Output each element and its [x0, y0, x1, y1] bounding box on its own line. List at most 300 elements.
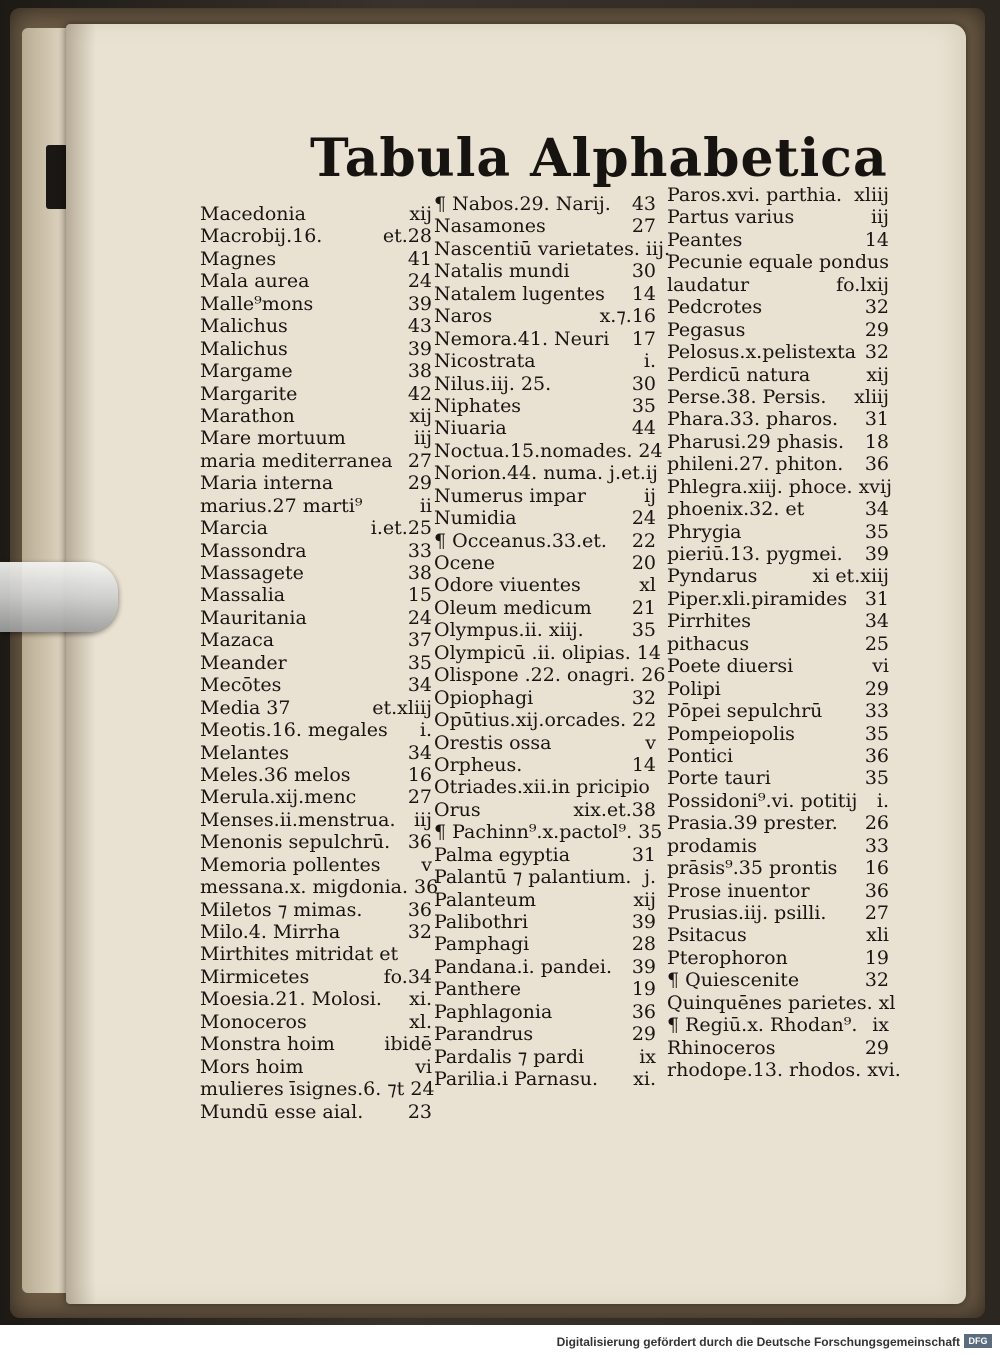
- index-entry: [200, 562, 432, 584]
- entry-term: Polipi: [667, 677, 721, 700]
- index-entry: [200, 405, 432, 427]
- index-entry: [434, 1023, 656, 1045]
- index-entry: [200, 764, 432, 786]
- entry-term: Pandana.i. pandei.: [434, 955, 612, 978]
- entry-reference: 36: [864, 879, 889, 902]
- entry-reference: 19: [864, 946, 889, 969]
- entry-term: Mecōtes: [200, 674, 282, 697]
- index-entry: [434, 911, 656, 933]
- entry-reference: 39: [407, 292, 432, 315]
- entry-term: Pontici: [667, 744, 734, 767]
- index-entry: [667, 229, 889, 251]
- entry-reference: ix: [639, 1045, 656, 1068]
- entry-term: Memoria pollentes: [200, 853, 381, 876]
- entry-reference: 14: [636, 641, 661, 664]
- entry-term: Pterophoron: [667, 946, 788, 969]
- entry-term: Prasia.39 prester.: [667, 812, 838, 835]
- index-entry: [200, 943, 432, 965]
- entry-reference: i.: [419, 719, 432, 742]
- index-entry: [200, 786, 432, 808]
- index-entry: [667, 947, 889, 969]
- entry-term: pithacus: [667, 632, 750, 655]
- entry-term: Oleum medicum: [434, 596, 592, 619]
- entry-reference: xij: [633, 888, 656, 911]
- index-entry: [434, 462, 656, 484]
- entry-term: prodamis: [667, 834, 758, 857]
- index-column-1: [200, 203, 439, 1123]
- entry-reference: j.et.ij: [609, 462, 658, 485]
- index-entry: [434, 305, 656, 327]
- entry-term: Media 37: [200, 696, 291, 719]
- entry-term: Orestis ossa: [434, 731, 552, 754]
- index-entry: [200, 540, 432, 562]
- index-entry: [667, 565, 889, 587]
- entry-term: Melantes: [200, 741, 289, 764]
- entry-term: Monstra hoim: [200, 1033, 335, 1056]
- index-entry: [434, 215, 656, 237]
- entry-reference: 18: [864, 430, 889, 453]
- entry-reference: xij: [866, 363, 889, 386]
- entry-reference: 39: [407, 337, 432, 360]
- entry-term: Pharusi.29 phasis.: [667, 430, 845, 453]
- entry-term: Prose inuentor: [667, 879, 810, 902]
- entry-term: ¶ Quiescenite: [667, 969, 800, 992]
- entry-reference: 19: [631, 978, 656, 1001]
- entry-reference: 35: [864, 767, 889, 790]
- entry-reference: 36: [407, 898, 432, 921]
- index-entry: [200, 652, 432, 674]
- entry-reference: 35: [864, 722, 889, 745]
- entry-term: Malle⁹mons: [200, 292, 314, 315]
- entry-term: Pardalis ⁊ pardi: [434, 1045, 585, 1068]
- index-entry: [434, 350, 656, 372]
- entry-reference: vi: [872, 655, 889, 678]
- entry-term: ¶ Occeanus.33.et.: [434, 529, 607, 552]
- entry-term: Opiophagi: [434, 686, 534, 709]
- entry-term: Ocene: [434, 552, 495, 574]
- entry-reference: 32: [864, 296, 889, 319]
- entry-term: Meles.36 melos: [200, 763, 351, 786]
- entry-term: Menses.ii.menstrua.: [200, 808, 396, 831]
- entry-term: Malichus: [200, 337, 288, 360]
- index-entry: [434, 485, 656, 507]
- index-entry: [200, 293, 432, 315]
- index-entry: [667, 1059, 901, 1082]
- entry-reference: 43: [407, 315, 432, 338]
- entry-term: Panthere: [434, 978, 521, 1001]
- index-entry: [434, 687, 656, 709]
- index-entry: [667, 723, 889, 745]
- index-column-2: [434, 193, 671, 1091]
- entry-reference: ii: [419, 494, 432, 517]
- index-entry: [434, 754, 656, 776]
- index-entry: [667, 184, 889, 206]
- entry-reference: 32: [407, 921, 432, 943]
- entry-term: Natalem lugentes: [434, 282, 605, 305]
- entry-reference: 39: [864, 543, 889, 565]
- entry-term: Meander: [200, 651, 287, 674]
- entry-term: Malichus: [200, 315, 288, 338]
- index-entry: [200, 338, 432, 360]
- entry-term: maria mediterranea: [200, 449, 393, 472]
- index-entry: [667, 453, 889, 475]
- entry-reference: [650, 776, 656, 798]
- entry-term: laudatur: [667, 273, 750, 296]
- entry-term: Palma egyptia: [434, 843, 571, 866]
- entry-term: Poete diuersi: [667, 655, 794, 678]
- entry-reference: 33: [864, 834, 889, 857]
- entry-reference: xliij: [854, 385, 889, 408]
- entry-reference: 23: [407, 1100, 432, 1123]
- entry-term: Mundū esse aial.: [200, 1100, 364, 1123]
- dfg-logo-icon: DFG: [964, 1334, 992, 1348]
- index-entry: [434, 373, 656, 395]
- entry-reference: et.xliij: [372, 696, 432, 719]
- entry-term: Norion.44. numa.: [434, 462, 604, 485]
- entry-reference: xli: [866, 924, 889, 947]
- index-entry: [434, 956, 656, 978]
- entry-term: Odore viuentes: [434, 574, 581, 597]
- entry-term: Nilus.iij. 25.: [434, 372, 552, 395]
- index-entry: [200, 988, 432, 1010]
- index-entry: [667, 206, 889, 228]
- entry-term: Margarite: [200, 382, 298, 405]
- index-entry: [200, 450, 432, 472]
- entry-term: Psitacus: [667, 924, 747, 947]
- index-entry: [667, 475, 892, 498]
- entry-term: Magnes: [200, 247, 277, 270]
- index-entry: [434, 417, 656, 439]
- entry-term: marius.27 marti⁹: [200, 494, 363, 517]
- index-entry: [667, 969, 889, 991]
- entry-term: Palantū ⁊ palantium.: [434, 866, 632, 889]
- entry-reference: 29: [864, 318, 889, 341]
- entry-term: Niuaria: [434, 417, 507, 440]
- index-entry: [667, 835, 889, 857]
- index-entry: [200, 1078, 435, 1101]
- entry-reference: 36: [631, 1000, 656, 1023]
- index-entry: [667, 364, 889, 386]
- entry-reference: 42: [407, 382, 432, 405]
- page-clip: [0, 562, 118, 632]
- entry-term: Palibothri: [434, 911, 529, 933]
- entry-reference: ij: [644, 484, 656, 507]
- entry-term: Partus varius: [667, 206, 795, 229]
- entry-reference: 35: [631, 619, 656, 642]
- entry-reference: iij: [413, 808, 432, 831]
- entry-term: Pirrhites: [667, 610, 751, 633]
- index-entry: [200, 1011, 432, 1033]
- index-entry: [667, 341, 889, 363]
- entry-term: Merula.xij.menc: [200, 786, 357, 809]
- footer-credit: Digitalisierung gefördert durch die Deutsche Forschungsgemeinschaft: [556, 1335, 960, 1349]
- entry-term: Mors hoim: [200, 1055, 304, 1078]
- index-entry: [200, 719, 432, 741]
- entry-reference: 34: [864, 610, 889, 633]
- entry-reference: 33: [407, 539, 432, 562]
- entry-term: ¶ Regiū.x. Rhodan⁹.: [667, 1014, 858, 1037]
- entry-reference: 28: [631, 933, 656, 956]
- entry-reference: i.: [643, 350, 656, 373]
- index-entry: [200, 629, 432, 651]
- index-entry: [434, 395, 656, 417]
- index-entry: [667, 812, 889, 834]
- index-entry: [200, 899, 432, 921]
- index-entry: [434, 866, 656, 888]
- entry-term: Mare mortuum: [200, 427, 346, 450]
- entry-term: ¶ Pachinn⁹.x.pactol⁹.: [434, 821, 633, 844]
- entry-reference: 35: [631, 394, 656, 417]
- index-entry: [200, 270, 432, 292]
- entry-term: Massalia: [200, 584, 286, 607]
- entry-term: mulieres īsignes.6.: [200, 1078, 382, 1101]
- entry-term: Phara.33. pharos.: [667, 408, 839, 431]
- entry-term: Rhinoceros: [667, 1036, 776, 1059]
- entry-reference: 38: [407, 562, 432, 584]
- entry-reference: v: [421, 853, 432, 876]
- entry-reference: 39: [631, 911, 656, 933]
- entry-term: Pōpei sepulchrū: [667, 700, 823, 723]
- entry-reference: 31: [864, 408, 889, 431]
- entry-term: Meotis.16. megales: [200, 719, 388, 742]
- index-entry: [434, 978, 656, 1000]
- entry-reference: xi.: [633, 1068, 656, 1091]
- entry-reference: 27: [631, 215, 656, 238]
- entry-reference: vi: [415, 1055, 432, 1078]
- index-entry: [200, 383, 432, 405]
- index-entry: [667, 408, 889, 430]
- entry-reference: j.: [644, 866, 656, 889]
- index-entry: [200, 697, 432, 719]
- entry-term: Pelosus.x.pelistexta: [667, 341, 857, 364]
- index-entry: [434, 193, 656, 215]
- entry-reference: 16: [407, 763, 432, 786]
- entry-reference: 14: [631, 753, 656, 776]
- index-entry: [667, 1037, 889, 1059]
- entry-reference: 29: [864, 677, 889, 700]
- entry-term: Monoceros: [200, 1010, 307, 1033]
- index-entry: [667, 498, 889, 520]
- entry-reference: xij: [409, 404, 432, 427]
- entry-term: prāsis⁹.35 prontis: [667, 857, 838, 880]
- index-entry: [200, 1056, 432, 1078]
- entry-reference: xvij: [858, 475, 892, 498]
- entry-reference: 27: [864, 902, 889, 924]
- index-entry: [434, 283, 656, 305]
- index-entry: [667, 633, 889, 655]
- entry-term: Moesia.21. Molosi.: [200, 988, 382, 1011]
- entry-reference: 21: [631, 596, 656, 619]
- index-entry: [434, 507, 656, 529]
- entry-reference: iij.: [645, 237, 671, 260]
- entry-term: Nascentiū varietates.: [434, 237, 640, 260]
- entry-term: Parandrus: [434, 1023, 534, 1046]
- index-entry: [200, 831, 432, 853]
- entry-reference: 24: [631, 507, 656, 530]
- index-entry: [667, 319, 889, 341]
- entry-term: Numerus impar: [434, 484, 586, 507]
- entry-reference: 35: [407, 651, 432, 674]
- entry-term: Perse.38. Persis.: [667, 385, 827, 408]
- index-entry: [434, 889, 656, 911]
- index-entry: [200, 427, 432, 449]
- entry-term: Naros: [434, 305, 493, 328]
- entry-reference: 41: [407, 247, 432, 270]
- entry-term: Possidoni⁹.vi. potitij: [667, 789, 858, 812]
- index-entry: [200, 315, 432, 337]
- entry-term: Mirmicetes: [200, 965, 310, 988]
- entry-reference: xl: [878, 991, 896, 1014]
- index-entry: [434, 844, 656, 866]
- index-entry: [434, 933, 656, 955]
- entry-term: Pyndarus: [667, 565, 758, 588]
- entry-reference: ⁊t 24: [387, 1078, 435, 1101]
- index-entry: [667, 543, 889, 565]
- entry-reference: 32: [864, 341, 889, 364]
- entry-term: Olispone .22. onagri.: [434, 664, 636, 687]
- entry-reference: xl: [639, 574, 656, 597]
- entry-reference: iij: [870, 206, 889, 229]
- entry-reference: iij: [413, 427, 432, 450]
- entry-reference: 35: [864, 520, 889, 543]
- entry-reference: 32: [631, 686, 656, 709]
- index-entry: [667, 588, 889, 610]
- entry-term: Milo.4. Mirrha: [200, 921, 341, 943]
- index-entry: [434, 530, 656, 552]
- entry-reference: 26: [864, 812, 889, 835]
- entry-term: Orus: [434, 798, 481, 821]
- entry-reference: fo.34: [383, 965, 432, 988]
- index-entry: [200, 921, 432, 943]
- entry-term: Pecunie equale pondus: [667, 251, 889, 274]
- index-entry: [667, 880, 889, 902]
- index-entry: [434, 664, 666, 687]
- entry-reference: 31: [864, 587, 889, 610]
- index-entry: [667, 745, 889, 767]
- entry-term: Macedonia: [200, 203, 306, 225]
- index-entry: [434, 709, 656, 731]
- entry-term: messana.x. migdonia.: [200, 876, 409, 899]
- entry-term: Pegasus: [667, 318, 746, 341]
- entry-term: Perdicū natura: [667, 363, 811, 386]
- index-entry: [434, 260, 656, 282]
- index-entry: [200, 966, 432, 988]
- entry-reference: xi.: [409, 988, 432, 1011]
- entry-term: Olympus.ii. xiij.: [434, 619, 584, 642]
- index-entry: [434, 574, 656, 596]
- index-entry: [434, 552, 656, 574]
- entry-term: pieriū.13. pygmei.: [667, 543, 843, 565]
- index-entry: [667, 700, 889, 722]
- entry-term: Marathon: [200, 404, 295, 427]
- entry-term: phileni.27. phiton.: [667, 453, 844, 476]
- entry-term: Quinquēnes parietes.: [667, 991, 873, 1014]
- index-entry: [667, 902, 889, 924]
- entry-term: Otriades.xii.in pricipio: [434, 776, 650, 799]
- entry-reference: xl.: [409, 1010, 432, 1033]
- index-column-3: [667, 184, 901, 1082]
- entry-reference: 29: [864, 1036, 889, 1059]
- index-entry: [667, 1014, 889, 1036]
- entry-term: Mauritania: [200, 606, 307, 629]
- entry-term: Palanteum: [434, 888, 537, 911]
- entry-reference: et.28: [382, 225, 432, 248]
- entry-term: Miletos ⁊ mimas.: [200, 898, 363, 921]
- entry-term: Pamphagi: [434, 933, 530, 956]
- index-entry: [200, 203, 432, 225]
- entry-term: Nasamones: [434, 215, 546, 238]
- entry-term: Paphlagonia: [434, 1000, 553, 1023]
- entry-reference: 25: [864, 632, 889, 655]
- index-entry: [434, 1001, 656, 1023]
- index-entry: [667, 857, 889, 879]
- index-entry: [667, 274, 889, 296]
- index-entry: [667, 386, 889, 408]
- entry-term: Mala aurea: [200, 270, 310, 293]
- entry-reference: 14: [864, 228, 889, 251]
- entry-reference: 31: [631, 843, 656, 866]
- entry-term: Opūtius.xij.orcades.: [434, 709, 627, 732]
- entry-reference: 44: [631, 417, 656, 440]
- entry-reference: xix.et.38: [573, 798, 656, 821]
- index-entry: [667, 678, 889, 700]
- entry-reference: [889, 251, 895, 273]
- entry-reference: 36: [864, 744, 889, 767]
- index-entry: [667, 991, 896, 1014]
- index-entry: [434, 1046, 656, 1068]
- entry-term: Phrygia: [667, 520, 742, 543]
- entry-reference: 30: [631, 372, 656, 395]
- entry-term: Pedcrotes: [667, 296, 763, 319]
- entry-term: Piper.xli.piramides: [667, 587, 848, 610]
- entry-reference: 24: [407, 270, 432, 293]
- entry-term: Mazaca: [200, 629, 275, 652]
- index-entry: [200, 584, 432, 606]
- entry-term: phoenix.32. et: [667, 498, 805, 521]
- entry-reference: 22: [631, 529, 656, 552]
- index-entry: [667, 431, 889, 453]
- entry-term: Orpheus.: [434, 753, 523, 776]
- entry-term: Nemora.41. Neuri: [434, 327, 610, 350]
- index-entry: [434, 328, 656, 350]
- entry-reference: 24: [407, 606, 432, 629]
- index-entry: [667, 296, 889, 318]
- entry-term: Massagete: [200, 562, 304, 584]
- index-entry: [200, 225, 432, 247]
- entry-reference: 22: [632, 709, 657, 732]
- index-entry: [434, 237, 671, 260]
- entry-reference: 29: [631, 1023, 656, 1046]
- entry-reference: v: [645, 731, 656, 754]
- entry-reference: 34: [407, 674, 432, 697]
- entry-reference: x.⁊.16: [599, 305, 656, 328]
- entry-term: Noctua.15.nomades.: [434, 439, 633, 462]
- entry-term: Margame: [200, 360, 293, 383]
- index-entry: [667, 790, 889, 812]
- entry-term: rhodope.13. rhodos.: [667, 1059, 862, 1082]
- entry-reference: 26: [641, 664, 666, 687]
- entry-reference: ix: [872, 1014, 889, 1037]
- entry-term: Parilia.i Parnasu.: [434, 1068, 598, 1091]
- index-entry: [667, 251, 889, 273]
- gutter-shadow: [66, 24, 96, 1304]
- entry-reference: 37: [407, 629, 432, 652]
- index-entry: [434, 732, 656, 754]
- index-entry: [434, 597, 656, 619]
- entry-reference: xi et.xiij: [812, 565, 889, 588]
- entry-reference: 39: [631, 955, 656, 978]
- entry-reference: xvi.: [867, 1059, 901, 1082]
